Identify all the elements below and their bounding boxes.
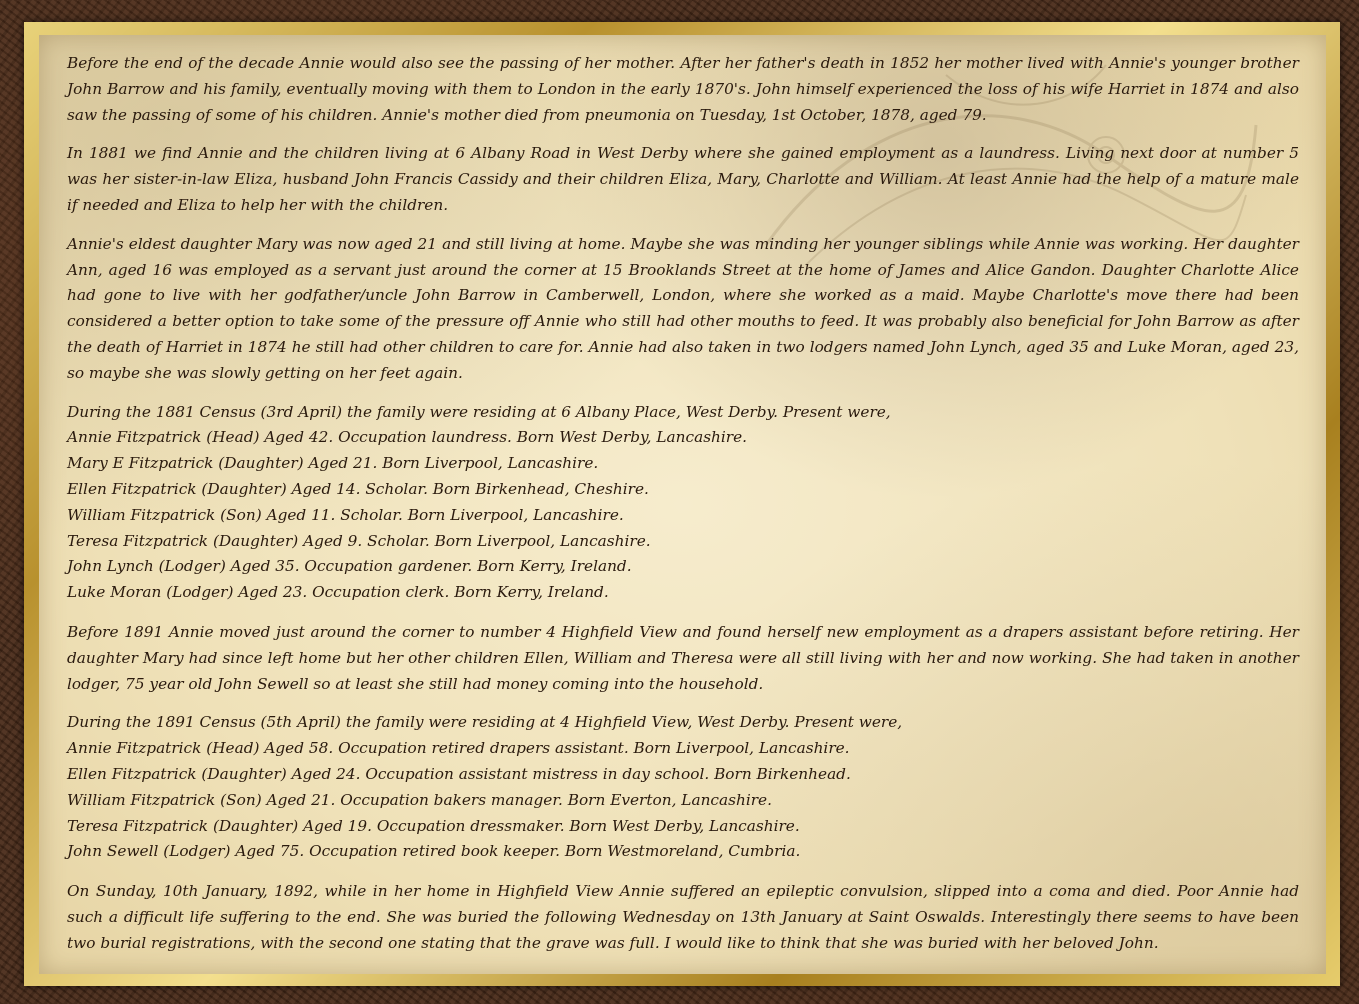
paragraph-mother-death: Before the end of the decade Annie would also see the passing of her mother. After her father's death in 1852 her mother lived with Annie's younger brother John Barrow and his family, eventually moving with them to London in the early 1870's. John himself experienced the loss of his wife Harriet in 1874 and also saw the passing of some of his children. Annie's mother died from pneumonia on Tuesday, 1st October, 1878, aged 79. bbox=[67, 54, 1299, 124]
census-1891-heading: During the 1891 Census (5th April) the family were residing at 4 Highfield View, West Derby. Present were, bbox=[67, 713, 903, 732]
parchment-page bbox=[39, 35, 1326, 974]
census-1891 bbox=[67, 710, 1299, 865]
census-entry: William Fitzpatrick (Son) Aged 21. Occupation bakers manager. Born Everton, Lancashire. bbox=[67, 790, 772, 809]
paragraph-1891-move: Before 1891 Annie moved just around the corner to number 4 Highfield View and found herself new employment as a drapers assistant before retiring. Her daughter Mary had since left home but her other children Ellen, William and Theresa were all still living with her and now working. She had taken in another lodger, 75 year old John Sewell so at least she still had money coming into the household. bbox=[67, 622, 1299, 693]
paragraph-1881-living: In 1881 we find Annie and the children living at 6 Albany Road in West Derby where she gained employment as a laundress. Living next door at number 5 was her sister-in-law Eliza, husband John Francis Cassidy and their children Eliza, Mary, Charlotte and William. At least Annie had the help of a mature male if needed and Eliza to help her with the children. bbox=[67, 144, 1299, 214]
paragraph-household: Annie's eldest daughter Mary was now aged 21 and still living at home. Maybe she was minding her younger siblings while Annie was working. Her daughter Ann, aged 16 was employed as a servant just around the corner at 15 Brooklands Street at the home of James and Alice Gandon. Daughter Charlotte Alice had gone to live with her godfather/uncle John Barrow in Camberwell, London, where she worked as a maid. Maybe Charlotte's move there had been considered a better option to take some of the pressure off Annie who still had other mouths to feed. It was probably also beneficial for John Barrow as after the death of Harriet in 1874 he still had other children to care for. Annie had also taken in two lodgers named John Lynch, aged 35 and Luke Moran, aged 23, so maybe she was slowly getting on her feet again. bbox=[67, 234, 1299, 382]
census-entry: John Sewell (Lodger) Aged 75. Occupation retired book keeper. Born Westmoreland, Cumbria. bbox=[67, 842, 801, 861]
census-entry: Ellen Fitzpatrick (Daughter) Aged 14. Scholar. Born Birkenhead, Cheshire. bbox=[67, 479, 649, 498]
census-entry: Teresa Fitzpatrick (Daughter) Aged 19. Occupation dressmaker. Born West Derby, Lancashire. bbox=[67, 816, 800, 835]
census-entry: Teresa Fitzpatrick (Daughter) Aged 9. Scholar. Born Liverpool, Lancashire. bbox=[67, 531, 651, 550]
census-entry: William Fitzpatrick (Son) Aged 11. Scholar. Born Liverpool, Lancashire. bbox=[67, 505, 624, 524]
census-entry: Ellen Fitzpatrick (Daughter) Aged 24. Occupation assistant mistress in day school. Born Birkenhead. bbox=[67, 764, 851, 783]
paragraph-annie-death: On Sunday, 10th January, 1892, while in her home in Highfield View Annie suffered an epileptic convulsion, slipped into a coma and died. Poor Annie had such a difficult life suffering to the end. She was buried the following Wednesday on 13th January at Saint Oswalds. Interestingly there seems to have been two burial registrations, with the second one stating that the grave was full. I would like to think that she was buried with her beloved John. bbox=[67, 882, 1299, 952]
census-entry: John Lynch (Lodger) Aged 35. Occupation gardener. Born Kerry, Ireland. bbox=[67, 557, 632, 576]
census-entry: Luke Moran (Lodger) Aged 23. Occupation clerk. Born Kerry, Ireland. bbox=[67, 583, 609, 602]
census-1881 bbox=[67, 400, 1299, 606]
census-1881-heading: During the 1881 Census (3rd April) the family were residing at 6 Albany Place, West Derby. Present were, bbox=[67, 402, 891, 421]
gold-frame bbox=[24, 22, 1340, 986]
census-entry: Annie Fitzpatrick (Head) Aged 58. Occupation retired drapers assistant. Born Liverpool, Lancashire. bbox=[67, 739, 850, 758]
document-text bbox=[67, 51, 1299, 957]
census-entry: Annie Fitzpatrick (Head) Aged 42. Occupation laundress. Born West Derby, Lancashire. bbox=[67, 428, 748, 447]
census-entry: Mary E Fitzpatrick (Daughter) Aged 21. Born Liverpool, Lancashire. bbox=[67, 454, 599, 473]
